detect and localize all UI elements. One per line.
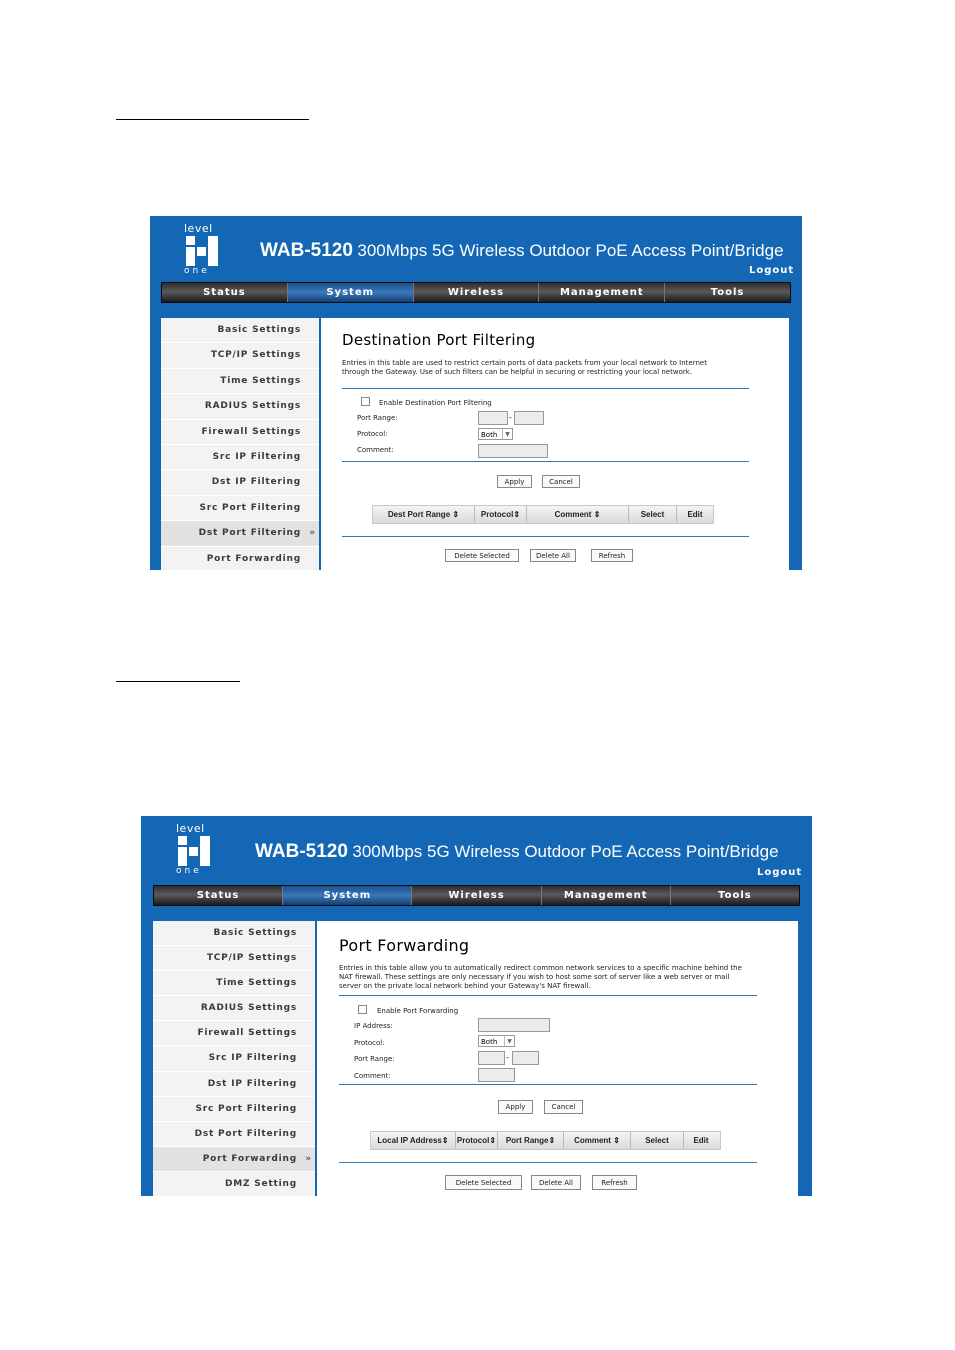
sort-icon: ⇕: [452, 510, 460, 519]
page-title: Port Forwarding: [339, 936, 470, 955]
logo-text-top: level: [176, 822, 205, 835]
tab-system[interactable]: System: [283, 886, 412, 905]
divider: [342, 536, 749, 537]
apply-button[interactable]: Apply: [497, 475, 532, 488]
sidebar-item-dst-port-filtering[interactable]: Dst Port Filtering: [153, 1122, 315, 1147]
tab-tools[interactable]: Tools: [710, 287, 745, 298]
sidebar-item-time-settings[interactable]: Time Settings: [161, 369, 319, 394]
tab-system[interactable]: System: [288, 283, 414, 302]
column-port-range[interactable]: Port Range⇕: [498, 1132, 564, 1149]
sidebar-item-port-forwarding[interactable]: Port Forwarding: [161, 547, 319, 570]
sort-icon: ⇕: [441, 1136, 449, 1145]
protocol-select[interactable]: [478, 428, 513, 440]
chevron-down-icon: ▼: [502, 429, 512, 439]
column-comment[interactable]: Comment ⇕: [564, 1132, 631, 1149]
tab-management[interactable]: Management: [539, 283, 665, 302]
column-dest-port-range[interactable]: Dest Port Range ⇕: [373, 506, 475, 523]
content-panel: [321, 318, 789, 570]
sidebar-item-time-settings[interactable]: Time Settings: [153, 971, 315, 996]
logo-text-bottom: one: [176, 866, 202, 876]
sidebar-item-radius-settings[interactable]: RADIUS Settings: [161, 394, 319, 419]
active-arrow-icon: »: [305, 1153, 312, 1164]
sidebar-item-port-forwarding[interactable]: [153, 1147, 315, 1172]
refresh-button[interactable]: Refresh: [591, 549, 633, 562]
divider: [339, 1084, 757, 1085]
column-select: Select: [629, 506, 677, 523]
model-name: WAB-5120: [255, 841, 348, 862]
product-title: [255, 841, 779, 863]
sidebar-item-src-port-filtering[interactable]: Src Port Filtering: [153, 1097, 315, 1122]
sort-icon: ⇕: [489, 1136, 497, 1145]
product-description: 300Mbps 5G Wireless Outdoor PoE Access Point/Bridge: [357, 241, 784, 260]
port-range-label: Port Range:: [357, 414, 398, 422]
logout-link[interactable]: Logout: [749, 265, 795, 276]
heading-underline-2: [116, 681, 240, 682]
tab-management[interactable]: Management: [542, 886, 671, 905]
comment-label: Comment:: [357, 446, 394, 454]
screenshot-port-forwarding: [141, 816, 812, 1196]
sidebar-item-label: Dst Port Filtering: [198, 528, 301, 539]
divider: [342, 461, 749, 462]
divider: [339, 995, 757, 996]
protocol-select[interactable]: [478, 1035, 515, 1047]
protocol-value: Both: [481, 431, 498, 439]
sidebar-item-radius-settings[interactable]: RADIUS Settings: [153, 996, 315, 1021]
screenshot-destination-port-filtering: [150, 216, 802, 570]
active-arrow-icon: »: [309, 528, 316, 539]
sidebar-item-firewall-settings[interactable]: Firewall Settings: [161, 420, 319, 445]
page-description: Entries in this table are used to restrict certain ports of data packets from your local network to Internet through the Gateway. Use of such filters can be helpful in securing or restricting your local network.: [342, 359, 707, 376]
sidebar-item-tcpip-settings[interactable]: TCP/IP Settings: [161, 343, 319, 368]
sidebar-item-basic-settings[interactable]: Basic Settings: [161, 318, 319, 343]
logo-grid-icon: [178, 836, 210, 866]
delete-all-button[interactable]: Delete All: [531, 1175, 581, 1190]
tab-tools[interactable]: Tools: [718, 890, 752, 901]
protocol-value: Both: [481, 1038, 498, 1046]
tab-status[interactable]: Status: [162, 283, 288, 302]
port-range-start-input[interactable]: [478, 1051, 505, 1065]
cancel-button[interactable]: Cancel: [544, 1100, 583, 1114]
logout-link[interactable]: Logout: [757, 867, 803, 878]
refresh-button[interactable]: Refresh: [592, 1175, 637, 1190]
delete-selected-button[interactable]: Delete Selected: [445, 549, 519, 562]
sidebar: [161, 318, 319, 570]
protocol-label: Protocol:: [357, 430, 388, 438]
ip-address-input[interactable]: [478, 1018, 550, 1032]
column-select: Select: [631, 1132, 684, 1149]
product-title: [260, 240, 784, 262]
logo-grid-icon: [186, 236, 218, 266]
delete-selected-button[interactable]: Delete Selected: [445, 1175, 522, 1190]
sidebar-item-dst-port-filtering[interactable]: [161, 521, 319, 546]
heading-underline-1: [116, 119, 309, 120]
column-local-ip-address[interactable]: Local IP Address⇕: [371, 1132, 456, 1149]
sidebar-item-src-ip-filtering[interactable]: Src IP Filtering: [153, 1046, 315, 1071]
port-range-separator: -: [506, 1053, 509, 1062]
delete-all-button[interactable]: Delete All: [530, 549, 576, 562]
port-range-start-input[interactable]: [478, 411, 508, 425]
column-edit: Edit: [693, 1136, 709, 1145]
main-nav: [161, 282, 791, 303]
sidebar: [153, 921, 315, 1196]
protocol-label: Protocol:: [354, 1039, 385, 1047]
sidebar-item-tcpip-settings[interactable]: TCP/IP Settings: [153, 946, 315, 971]
enable-label: Enable Destination Port Filtering: [379, 399, 492, 407]
sidebar-item-dst-ip-filtering[interactable]: Dst IP Filtering: [153, 1072, 315, 1097]
logo-text-bottom: one: [184, 266, 210, 276]
main-nav: [153, 885, 800, 906]
sort-icon: ⇕: [613, 1136, 620, 1145]
enable-label: Enable Port Forwarding: [377, 1007, 459, 1015]
tab-wireless[interactable]: Wireless: [414, 283, 540, 302]
page-description: Entries in this table allow you to automatically redirect common network services to a specific machine behind the NAT firewall. These settings are only necessary if you wish to host some sort of server like a web server or mail server on the private local network behind your Gateway's NAT firewall.: [339, 964, 742, 990]
sidebar-item-label: Port Forwarding: [202, 1153, 297, 1164]
sort-icon: ⇕: [593, 510, 601, 519]
divider: [339, 1162, 757, 1163]
sidebar-item-dst-ip-filtering[interactable]: Dst IP Filtering: [161, 470, 319, 495]
sidebar-item-src-ip-filtering[interactable]: Src IP Filtering: [161, 445, 319, 470]
enable-checkbox[interactable]: [358, 1005, 367, 1014]
apply-button[interactable]: Apply: [498, 1100, 533, 1114]
comment-input[interactable]: [478, 1068, 515, 1082]
ip-address-label: IP Address:: [354, 1022, 393, 1030]
sidebar-item-basic-settings[interactable]: Basic Settings: [153, 921, 315, 946]
divider: [342, 388, 749, 389]
table-header: [370, 1131, 721, 1150]
cancel-button[interactable]: Cancel: [542, 475, 580, 488]
sidebar-item-dmz-setting[interactable]: DMZ Setting: [153, 1172, 315, 1196]
content-panel: [317, 921, 798, 1196]
column-protocol[interactable]: Protocol⇕: [475, 506, 527, 523]
sort-icon: ⇕: [548, 1136, 556, 1145]
table-header: [372, 505, 714, 524]
enable-checkbox[interactable]: [361, 397, 370, 406]
column-comment[interactable]: Comment ⇕: [527, 506, 629, 523]
comment-input[interactable]: [478, 444, 548, 458]
tab-wireless[interactable]: Wireless: [412, 886, 541, 905]
page-title: Destination Port Filtering: [342, 331, 536, 349]
levelone-logo: [184, 222, 224, 278]
logo-text-top: level: [184, 222, 213, 235]
port-range-label: Port Range:: [354, 1055, 395, 1063]
chevron-down-icon: ▼: [504, 1036, 514, 1046]
column-edit: Edit: [687, 510, 703, 519]
column-protocol[interactable]: Protocol⇕: [456, 1132, 498, 1149]
port-range-end-input[interactable]: [512, 1051, 539, 1065]
levelone-logo: [176, 822, 216, 882]
sidebar-item-firewall-settings[interactable]: Firewall Settings: [153, 1021, 315, 1046]
model-name: WAB-5120: [260, 240, 353, 261]
sidebar-item-src-port-filtering[interactable]: Src Port Filtering: [161, 496, 319, 521]
comment-label: Comment:: [354, 1072, 391, 1080]
port-range-separator: -: [509, 413, 512, 422]
sort-icon: ⇕: [513, 510, 521, 519]
port-range-end-input[interactable]: [514, 411, 544, 425]
tab-status[interactable]: Status: [154, 886, 283, 905]
product-description: 300Mbps 5G Wireless Outdoor PoE Access Point/Bridge: [352, 842, 779, 861]
